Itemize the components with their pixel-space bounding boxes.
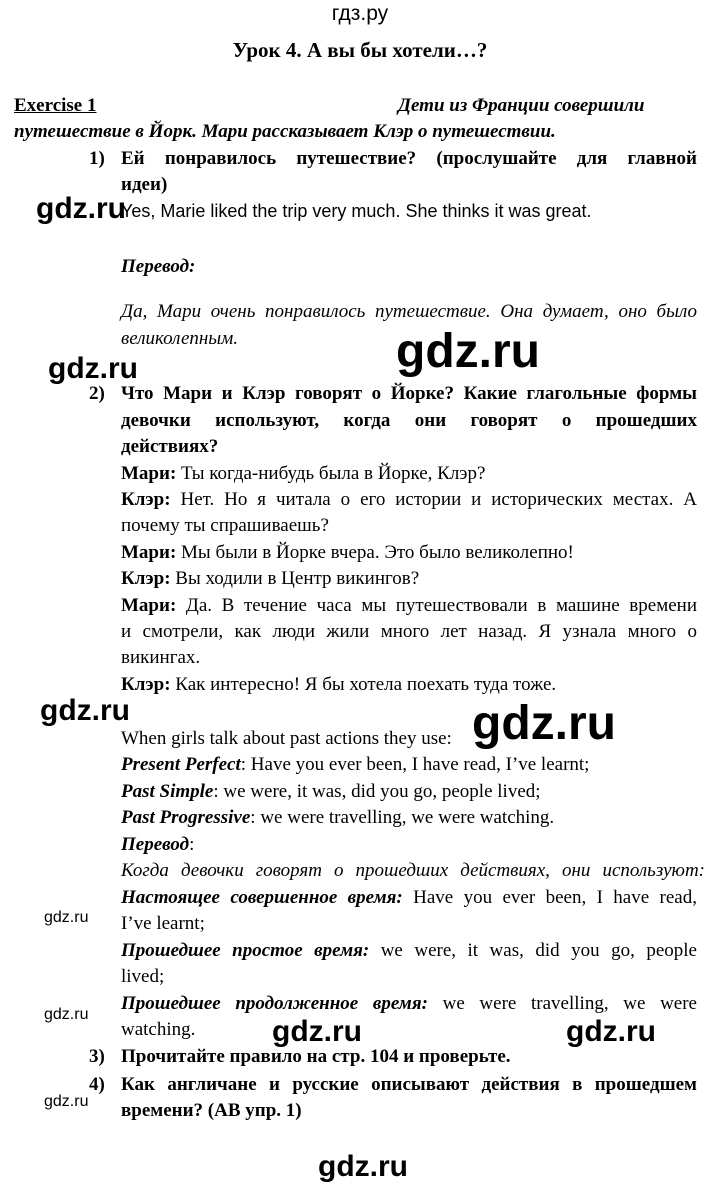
dialogue-line: Клэр: Нет. Но я читала о его истории и исторических местах. А bbox=[121, 489, 698, 510]
q1-translation-label: Перевод: bbox=[121, 256, 196, 277]
watermark: gdz.ru bbox=[44, 909, 89, 926]
watermark: gdz.ru bbox=[40, 694, 130, 727]
tense-line: Present Perfect: Have you ever been, I have read, I’ve learnt; bbox=[121, 754, 590, 775]
dialogue-line: Клэр: Как интересно! Я бы хотела поехать туда тоже. bbox=[121, 674, 557, 695]
q2-text-a: Что Мари и Клэр говорят о Йорке? Какие глагольные формы bbox=[121, 383, 697, 404]
lesson-title: Урок 4. А вы бы хотели…? bbox=[232, 38, 488, 62]
watermark: gdz.ru bbox=[472, 697, 616, 750]
q1-translation-b: великолепным. bbox=[121, 328, 239, 349]
q1-translation-a: Да, Мари очень понравилось путешествие. Она думает, оно было bbox=[121, 301, 697, 322]
q3-text: Прочитайте правило на стр. 104 и проверьте. bbox=[121, 1046, 511, 1067]
q4-number: 4) bbox=[89, 1074, 105, 1095]
footer-watermark: gdz.ru bbox=[318, 1150, 408, 1183]
q1-text-a: Ей понравилось путешествие? (прослушайте для главной bbox=[121, 148, 697, 169]
q1-number: 1) bbox=[89, 148, 105, 169]
tense-line: Past Simple: we were, it was, did you go, people lived; bbox=[121, 781, 541, 802]
site-header: гдз.ру bbox=[331, 2, 389, 25]
watermark: gdz.ru bbox=[48, 352, 138, 385]
dialogue-line: Клэр: Вы ходили в Центр викингов? bbox=[121, 568, 420, 589]
watermark: gdz.ru bbox=[566, 1015, 656, 1048]
ru-tense-line-cont: I’ve learnt; bbox=[121, 913, 205, 934]
dialogue-line: Мари: Да. В течение часа мы путешествовали в машине времени bbox=[121, 595, 697, 616]
dialogue-line-cont: почему ты спрашиваешь? bbox=[121, 515, 329, 536]
watermark: gdz.ru bbox=[36, 192, 126, 225]
q4-text-a: Как англичане и русские описывают действия в прошедшем bbox=[121, 1074, 697, 1095]
q1-text-b: идеи) bbox=[121, 174, 168, 195]
dialogue-line: Мари: Мы были в Йорке вчера. Это было великолепно! bbox=[121, 542, 574, 563]
ru-tense-line: Прошедшее простое время: we were, it was, did you go, people bbox=[121, 940, 697, 961]
exercise-intro-b: путешествие в Йорк. Мари рассказывает Клэр о путешествии. bbox=[14, 121, 556, 142]
q1-answer: Yes, Marie liked the trip very much. She thinks it was great. bbox=[121, 201, 592, 221]
exercise-label: Exercise 1 bbox=[14, 95, 97, 116]
q2-answer-intro: When girls talk about past actions they use: bbox=[121, 728, 452, 749]
exercise-intro-a: Дети из Франции совершили bbox=[398, 95, 645, 116]
q4-text-b: времени? (AB упр. 1) bbox=[121, 1100, 302, 1121]
dialogue-line-cont: викингах. bbox=[121, 647, 201, 668]
q3-number: 3) bbox=[89, 1046, 105, 1067]
q2-translation-intro: Когда девочки говорят о прошедших действиях, они используют: bbox=[121, 860, 705, 881]
ru-tense-line-cont: watching. bbox=[121, 1019, 196, 1040]
watermark: gdz.ru bbox=[44, 1093, 89, 1110]
q2-number: 2) bbox=[89, 383, 105, 404]
watermark: gdz.ru bbox=[44, 1006, 89, 1023]
ru-tense-line: Настоящее совершенное время: Have you ever been, I have read, bbox=[121, 887, 697, 908]
dialogue-line-cont: и смотрели, как люди жили много лет назад. Я узнала много о bbox=[121, 621, 697, 642]
watermark: gdz.ru bbox=[396, 325, 540, 378]
dialogue-line: Мари: Ты когда-нибудь была в Йорке, Клэр? bbox=[121, 463, 486, 484]
ru-tense-line: Прошедшее продолженное время: we were travelling, we were bbox=[121, 993, 697, 1014]
tense-line: Past Progressive: we were travelling, we were watching. bbox=[121, 807, 555, 828]
watermark: gdz.ru bbox=[272, 1015, 362, 1048]
q2-text-c: действиях? bbox=[121, 436, 219, 457]
q2-translation-label: Перевод: bbox=[121, 834, 195, 855]
ru-tense-line-cont: lived; bbox=[121, 966, 165, 987]
q2-text-b: девочки используют, когда они говорят о прошедших bbox=[121, 410, 697, 431]
